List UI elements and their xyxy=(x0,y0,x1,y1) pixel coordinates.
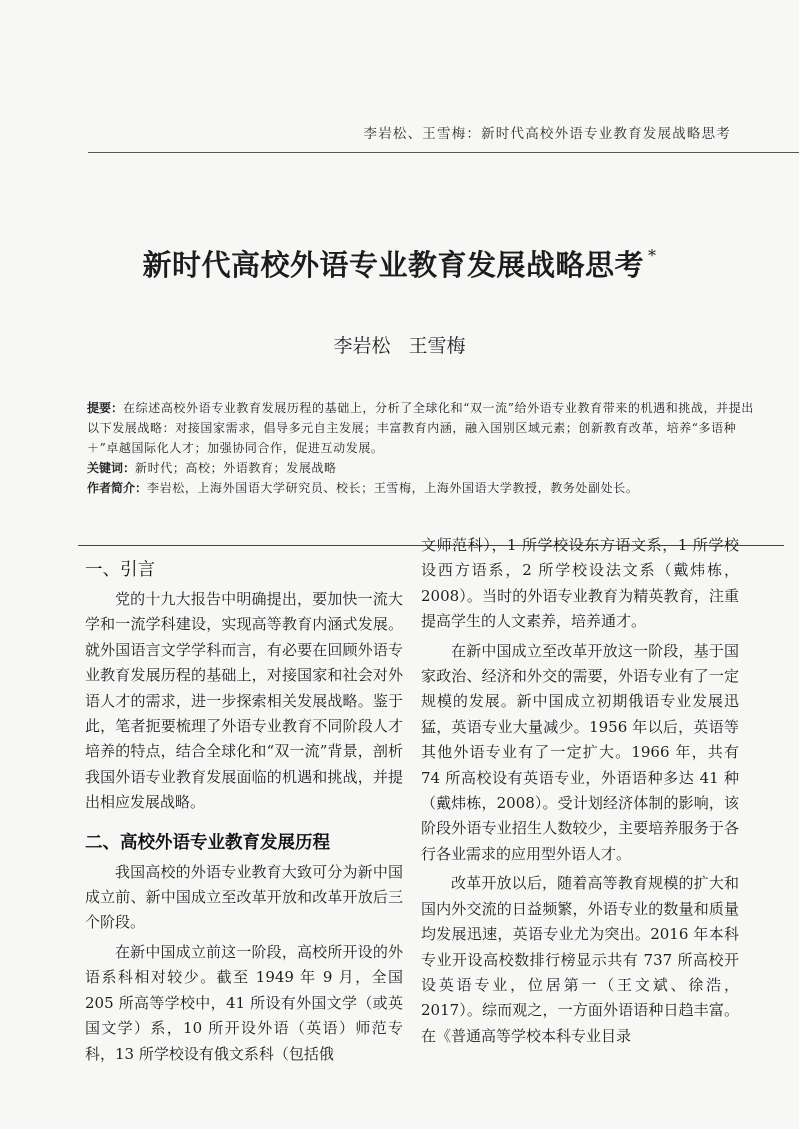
body-paragraph: 改革开放以后，随着高等教育规模的扩大和国内外交流的日益频繁，外语专业的数量和质量均发展迅速，英语专业尤为突出。2016 年本科专业开设高校数排行榜显示共有 737 所高校开设英语专业，位居第一（王文斌、徐浩，2017）。综而观之，一方面外语语种日趋丰富。在《普通高等学校本科专业目录 xyxy=(421,874,739,1045)
keywords-text: 新时代；高校；外语教育；发展战略 xyxy=(135,461,337,475)
author-bio-label: 作者简介： xyxy=(87,481,148,495)
running-header: 李岩松、王雪梅：新时代高校外语专业教育发展战略思考 xyxy=(363,126,731,142)
header-rule xyxy=(88,152,799,153)
left-column xyxy=(85,555,403,1067)
section-heading-introduction: 一、引言 xyxy=(85,560,155,580)
body-paragraph: 在新中国成立至改革开放这一阶段，基于国家政治、经济和外交的需要，外语专业有了一定规模的发展。新中国成立初期俄语专业发展迅猛，英语专业大量减少。1956 年以后，英语等其他外语专业有了一定扩大。1966 年，共有 74 所高校设有英语专业，外语语种多达 41 种（戴炜栋，2008）。受计划经济体制的影响，该阶段外语专业招生人数较少，主要培养服务于各行各业需求的应用型外语人才。 xyxy=(421,641,739,863)
abstract xyxy=(87,398,757,458)
title-footnote-mark: * xyxy=(648,246,657,265)
right-column xyxy=(421,533,739,1049)
body-paragraph: 我国高校的外语专业教育大致可分为新中国成立前、新中国成立至改革开放和改革开放后三个阶段。 xyxy=(85,862,403,932)
body-paragraph: 在新中国成立前这一阶段，高校所开设的外语系科相对较少。截至 1949 年 9 月，全国 205 所高等学校中，41 所设有外国文学（或英国文学）系，10 所开设外语（英语）师范专科，13 所学校设有俄文系科（包括俄 xyxy=(85,942,403,1063)
keywords-label: 关键词： xyxy=(87,461,136,475)
article-meta xyxy=(87,398,757,498)
section-heading-history: 二、高校外语专业教育发展历程 xyxy=(85,832,330,853)
article-title xyxy=(0,243,799,284)
body-paragraph-continuation: 文师范科），1 所学校设东方语文系，1 所学校设西方语系，2 所学校设法文系（戴炜栋，2008）。当时的外语专业教育为精英教育，注重提高学生的人文素养，培养通才。 xyxy=(421,536,739,631)
author-line xyxy=(0,331,799,358)
article-title-text: 新时代高校外语专业教育发展战略思考 xyxy=(142,248,644,282)
author-bio xyxy=(87,478,757,498)
abstract-label: 提要： xyxy=(87,401,124,415)
keywords xyxy=(87,458,757,478)
body-paragraph: 党的十九大报告中明确提出，要加快一流大学和一流学科建设，实现高等教育内涵式发展。就外国语言文学学科而言，有必要在回顾外语专业教育发展历程的基础上，对接国家和社会对外语人才的需求，进一步探索相关发展战略。鉴于此，笔者扼要梳理了外语专业教育不同阶段人才培养的特点，结合全球化和“双一流”背景，剖析我国外语专业教育发展面临的机遇和挑战，并提出相应发展战略。 xyxy=(85,590,403,812)
author-name: 王雪梅 xyxy=(408,335,466,357)
abstract-text: 在综述高校外语专业教育发展历程的基础上，分析了全球化和“双一流”给外语专业教育带来的机遇和挑战，并提出以下发展战略：对接国家需求，倡导多元自主发展；丰富教育内涵，融入国别区域元素；创新教育改革，培养“多语种＋”卓越国际化人才；加强协同合作，促进互动发展。 xyxy=(87,401,754,455)
author-bio-text: 李岩松，上海外国语大学研究员、校长；王雪梅，上海外国语大学教授，教务处副处长。 xyxy=(147,481,639,495)
author-name: 李岩松 xyxy=(333,335,391,357)
